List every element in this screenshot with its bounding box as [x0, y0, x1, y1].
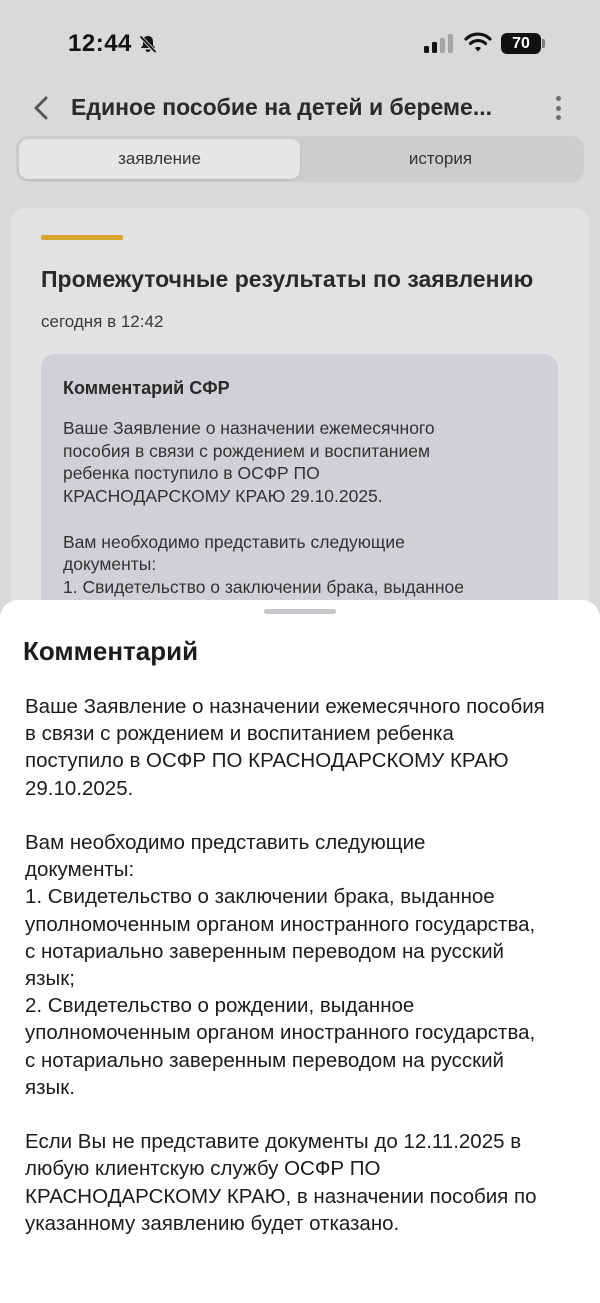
- segmented-tabs: [16, 136, 584, 182]
- tab-application[interactable]: заявление: [19, 139, 300, 179]
- sheet-grabber[interactable]: [264, 609, 336, 614]
- comment-preview-text: Ваше Заявление о назначении ежемесячного пособия в связи с рождением и воспитанием ребенка поступило в ОСФР ПО КРАСНОДАРСКОМУ КРАЮ 29.10.2025. Вам необходимо представить следующие документы: 1. Свидетельство о заключении брака, выданное: [63, 418, 464, 597]
- battery-tip: [542, 39, 545, 48]
- battery-icon: [501, 33, 541, 54]
- card-date: сегодня в 12:42: [41, 312, 164, 331]
- signal-icon: [424, 33, 453, 53]
- card-title: Промежуточные результаты по заявлению: [41, 266, 534, 292]
- comment-heading: Комментарий СФР: [63, 378, 230, 398]
- page-title: Единое пособие на детей и береме...: [71, 94, 492, 120]
- card-accent-bar: [41, 235, 123, 240]
- status-time: 12:44: [68, 30, 132, 57]
- tab-history[interactable]: история: [408, 149, 473, 168]
- chevron-left-icon[interactable]: [30, 94, 54, 122]
- wifi-icon: [464, 31, 492, 53]
- more-vertical-icon[interactable]: [548, 94, 568, 122]
- bell-slash-icon: [138, 34, 158, 54]
- battery-level: 70: [512, 34, 530, 52]
- app-header: [0, 86, 600, 130]
- status-bar: [0, 0, 600, 90]
- sheet-title: Комментарий: [23, 636, 199, 666]
- sheet-comment-text: Ваше Заявление о назначении ежемесячного пособия в связи с рождением и воспитанием ребенка поступило в ОСФР ПО КРАСНОДАРСКОМУ КРАЮ 29.10.2025. Вам необходимо представить следующие документы: 1. Свидетельство о заключении брака, выданное уполномоченным органом иностранного государства, с нотариально заверенным переводом на русский язык; 2. Свидетельство о рождении, выданное уполномоченным органом иностранного государства, с нотариально заверенным переводом на русский язык. Если Вы не представите документы до 12.11.2025 в любую клиентскую службу ОСФР ПО КРАСНОДАРСКОМУ КРАЮ, в назначении пособия по указанному заявлению будет отказано.: [25, 695, 545, 1235]
- bottom-sheet: [0, 600, 600, 1303]
